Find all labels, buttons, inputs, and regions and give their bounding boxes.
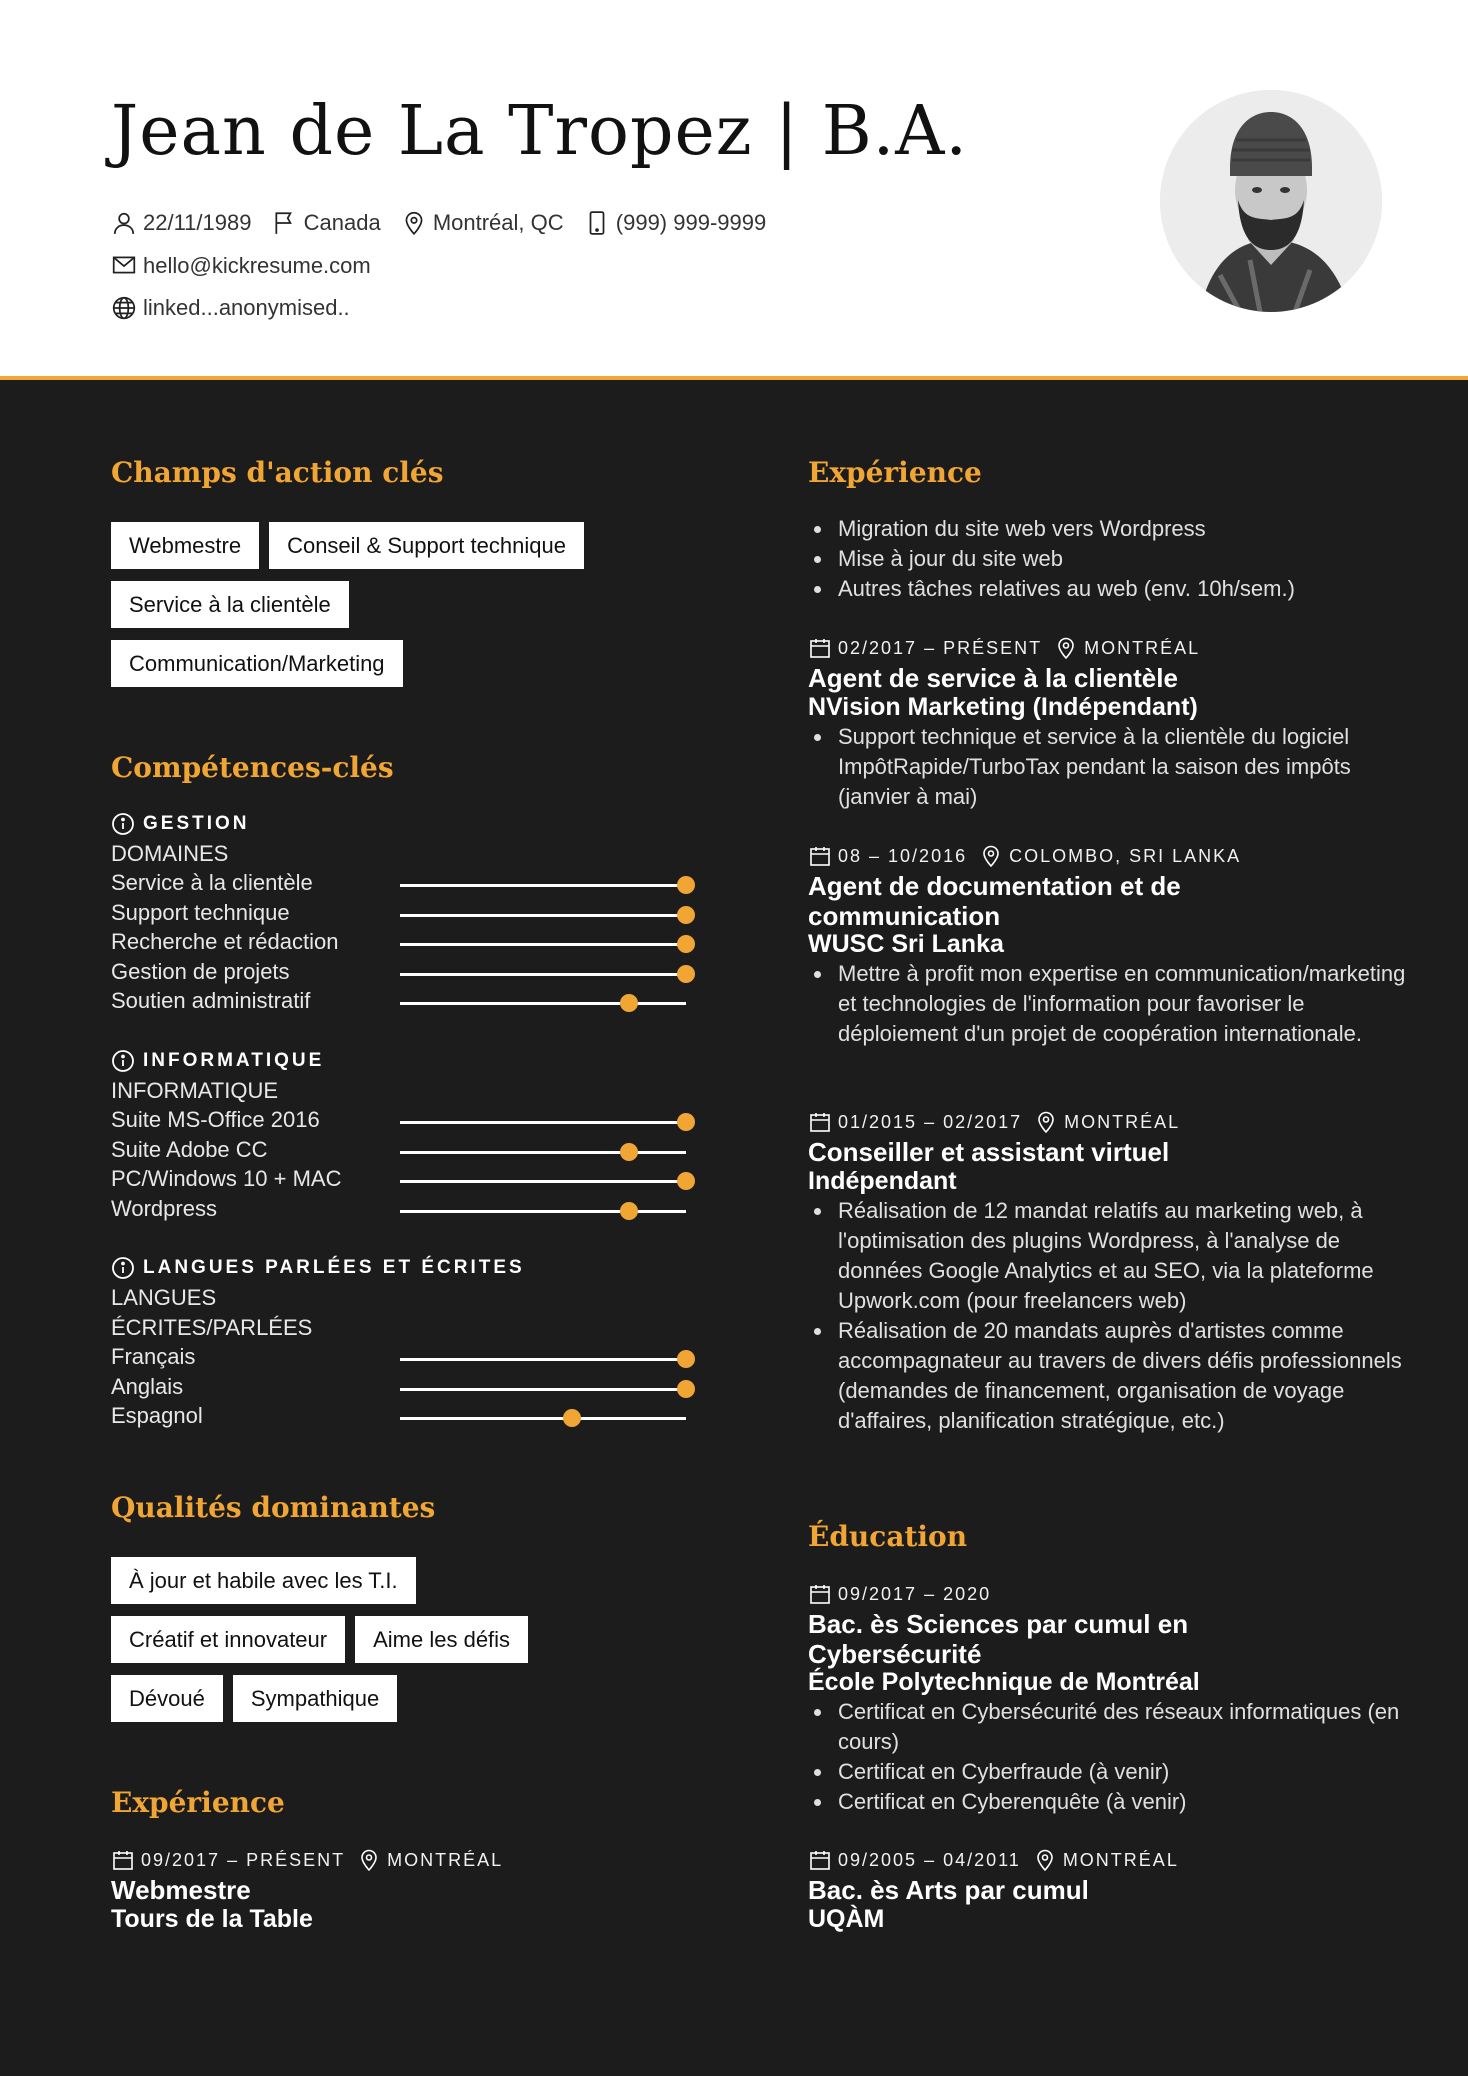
degree-title: Bac. ès Arts par cumul	[808, 1875, 1089, 1905]
list-item: Migration du site web vers Wordpress	[838, 514, 1408, 544]
country: Canada	[272, 204, 381, 241]
experience-intro-list	[808, 514, 1408, 604]
skill-bar	[400, 943, 686, 946]
skill-group-subtitle: ÉCRITES/PARLÉES	[111, 1315, 313, 1340]
skill-bar	[400, 1417, 686, 1420]
skill-level-knob	[620, 1143, 638, 1161]
location-pin-icon	[1034, 1110, 1058, 1134]
skill-bar	[400, 884, 686, 887]
field-tag: Conseil & Support technique	[269, 522, 584, 569]
school-name: École Polytechnique de Montréal	[808, 1668, 1200, 1696]
skill-bar	[400, 914, 686, 917]
job-title: Conseiller et assistant virtuel	[808, 1137, 1170, 1167]
skill-row: Support technique	[111, 900, 686, 930]
phone-icon	[584, 210, 610, 236]
job-organization: Tours de la Table	[111, 1905, 313, 1933]
location-pin-icon	[979, 844, 1003, 868]
phone[interactable]: (999) 999-9999	[584, 204, 766, 241]
skill-bar	[400, 1121, 686, 1124]
skill-row: Soutien administratif	[111, 988, 686, 1018]
calendar-icon	[808, 844, 832, 868]
skill-bar	[400, 1180, 686, 1183]
list-item: Mise à jour du site web	[838, 544, 1408, 574]
info-icon	[111, 1256, 135, 1280]
job-title: Agent de service à la clientèle	[808, 663, 1178, 693]
job-meta: 02/2017 – PRÉSENT MONTRÉAL	[808, 636, 1200, 660]
job-title: Agent de documentation et de communication	[808, 871, 1181, 931]
email[interactable]: hello@kickresume.com	[111, 247, 371, 284]
birthdate: 22/11/1989	[111, 204, 251, 241]
calendar-icon	[808, 1110, 832, 1134]
skill-level-knob	[677, 906, 695, 924]
skill-row: PC/Windows 10 + MAC	[111, 1166, 686, 1196]
portrait-illustration	[1160, 90, 1382, 312]
skill-level-knob	[677, 1172, 695, 1190]
job-organization: NVision Marketing (Indépendant)	[808, 693, 1198, 721]
skill-group-subtitle: DOMAINES	[111, 841, 229, 866]
skill-level-knob	[620, 1202, 638, 1220]
job-bullets	[808, 959, 1408, 1049]
education-bullets	[808, 1697, 1408, 1817]
skill-row: Espagnol	[111, 1403, 686, 1433]
list-item: Certificat en Cyberenquête (à venir)	[838, 1787, 1408, 1817]
skill-group-subtitle: INFORMATIQUE	[111, 1078, 279, 1103]
skill-row: Anglais	[111, 1374, 686, 1404]
contact-info	[111, 204, 1051, 332]
list-item: Mettre à profit mon expertise en communication/marketing et technologies de l'information pour favoriser le déploiement d'un projet de coopération internationale.	[838, 959, 1408, 1049]
school-name: UQÀM	[808, 1905, 885, 1933]
skill-row: Français	[111, 1344, 686, 1374]
skill-bar	[400, 973, 686, 976]
calendar-icon	[808, 1582, 832, 1606]
skill-bar	[400, 1388, 686, 1391]
job-meta: 08 – 10/2016 COLOMBO, SRI LANKA	[808, 844, 1241, 868]
job-title: Webmestre	[111, 1875, 251, 1905]
skill-level-knob	[677, 1350, 695, 1368]
city: Montréal, QC	[401, 204, 564, 241]
quality-tag: Dévoué	[111, 1675, 223, 1722]
skill-group-title: INFORMATIQUE	[111, 1049, 324, 1073]
left-experience-title: Expérience	[111, 1786, 285, 1819]
skill-level-knob	[620, 994, 638, 1012]
job-meta: 01/2015 – 02/2017 MONTRÉAL	[808, 1110, 1180, 1134]
skill-level-knob	[677, 1113, 695, 1131]
quality-tag: Aime les défis	[355, 1616, 528, 1663]
skill-level-knob	[677, 876, 695, 894]
skill-level-knob	[563, 1409, 581, 1427]
skill-bar	[400, 1002, 686, 1005]
person-icon	[111, 210, 137, 236]
list-item: Certificat en Cybersécurité des réseaux informatiques (en cours)	[838, 1697, 1408, 1757]
degree-title: Bac. ès Sciences par cumul en Cybersécurité	[808, 1609, 1189, 1669]
job-organization: WUSC Sri Lanka	[808, 930, 1004, 958]
resume-body	[0, 380, 1468, 2076]
experience-title: Expérience	[808, 456, 982, 489]
skills-title: Compétences-clés	[111, 751, 394, 784]
list-item: Réalisation de 20 mandats auprès d'artistes comme accompagnateur au travers de divers défis professionnels (demandes de financement, organisation de voyage d'affaires, planification stratégique, etc.)	[838, 1316, 1408, 1436]
candidate-name: Jean de La Tropez | B.A.	[111, 92, 968, 171]
field-tag: Communication/Marketing	[111, 640, 403, 687]
website[interactable]: linked...anonymised..	[111, 289, 350, 326]
location-pin-icon	[1054, 636, 1078, 660]
job-bullets	[808, 722, 1408, 812]
list-item: Réalisation de 12 mandat relatifs au marketing web, à l'optimisation des plugins Wordpress, à l'analyse de données Google Analytics et au SEO, via la plateforme Upwork.com (pour freelancers web)	[838, 1196, 1408, 1316]
list-item: Certificat en Cyberfraude (à venir)	[838, 1757, 1408, 1787]
location-pin-icon	[401, 210, 427, 236]
skill-level-knob	[677, 965, 695, 983]
profile-photo	[1160, 90, 1382, 312]
skill-row: Suite MS-Office 2016	[111, 1107, 686, 1137]
skill-bar	[400, 1151, 686, 1154]
job-meta: 09/2017 – PRÉSENT MONTRÉAL	[111, 1848, 503, 1872]
qualities-title: Qualités dominantes	[111, 1491, 436, 1524]
list-item: Autres tâches relatives au web (env. 10h/sem.)	[838, 574, 1408, 604]
fields-title: Champs d'action clés	[111, 456, 444, 489]
skill-row: Service à la clientèle	[111, 870, 686, 900]
quality-tag: Sympathique	[233, 1675, 397, 1722]
info-icon	[111, 1049, 135, 1073]
skill-level-knob	[677, 935, 695, 953]
skill-bar	[400, 1210, 686, 1213]
info-icon	[111, 812, 135, 836]
skill-level-knob	[677, 1380, 695, 1398]
calendar-icon	[111, 1848, 135, 1872]
job-organization: Indépendant	[808, 1167, 957, 1195]
field-tag: Service à la clientèle	[111, 581, 349, 628]
skill-group-title: GESTION	[111, 812, 250, 836]
calendar-icon	[808, 636, 832, 660]
list-item: Support technique et service à la clientèle du logiciel ImpôtRapide/TurboTax pendant la saison des impôts (janvier à mai)	[838, 722, 1408, 812]
fields-tags	[111, 522, 701, 699]
quality-tag: Créatif et innovateur	[111, 1616, 345, 1663]
qualities-tags	[111, 1557, 701, 1734]
calendar-icon	[808, 1848, 832, 1872]
skill-row: Suite Adobe CC	[111, 1137, 686, 1167]
job-bullets	[808, 1196, 1408, 1436]
skill-row: Wordpress	[111, 1196, 686, 1226]
globe-icon	[111, 295, 137, 321]
skill-group-title: LANGUES PARLÉES ET ÉCRITES	[111, 1256, 525, 1280]
resume-header	[0, 0, 1468, 380]
skill-bar	[400, 1358, 686, 1361]
location-pin-icon	[357, 1848, 381, 1872]
education-meta: 09/2017 – 2020	[808, 1582, 991, 1606]
quality-tag: À jour et habile avec les T.I.	[111, 1557, 416, 1604]
skill-group-subtitle: LANGUES	[111, 1285, 217, 1310]
flag-icon	[272, 210, 298, 236]
skill-row: Recherche et rédaction	[111, 929, 686, 959]
education-meta: 09/2005 – 04/2011 MONTRÉAL	[808, 1848, 1179, 1872]
skill-row: Gestion de projets	[111, 959, 686, 989]
field-tag: Webmestre	[111, 522, 259, 569]
location-pin-icon	[1033, 1848, 1057, 1872]
education-title: Éducation	[808, 1520, 968, 1553]
envelope-icon	[111, 252, 137, 278]
